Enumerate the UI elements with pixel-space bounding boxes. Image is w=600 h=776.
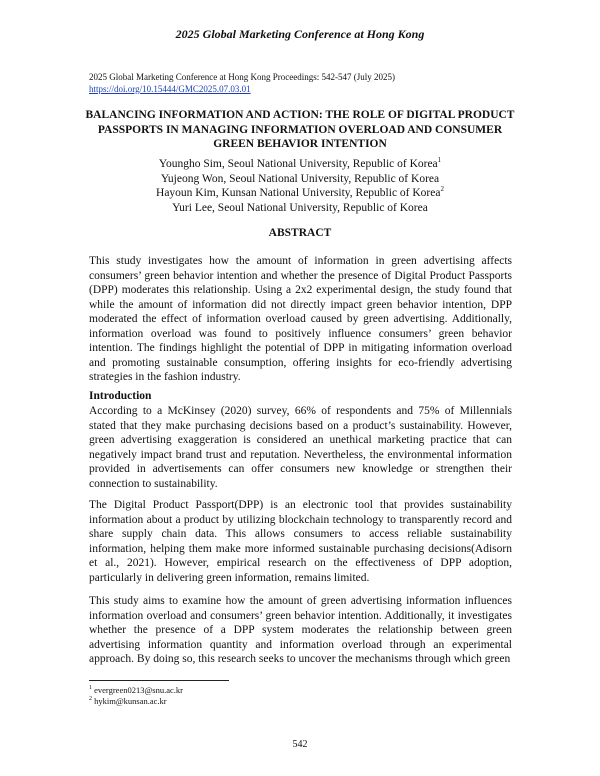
doi-link[interactable]: https://doi.org/10.15444/GMC2025.07.03.01	[89, 84, 251, 94]
footnote: $^1$ evergreen0213@snu.ac.kr	[89, 685, 183, 695]
author-line: Yujeong Won, Seoul National University, Republic of Korea	[160, 172, 440, 185]
footnote-rule	[89, 680, 229, 681]
author-line: Yuri Lee, Seoul National University, Republic of Korea	[172, 201, 428, 214]
footnote-mark: 2	[440, 185, 444, 194]
author-line: Youngho Sim, Seoul National University, Republic of Korea$^1$	[158, 156, 442, 170]
abstract-text: This study investigates how the amount of information in green advertising affects consumers’ green behavior intention and whether the presence of Digital Product Passports (DPP) moderates this relationship. Using a 2x2 experimental design, the study found that while the amount of information did not directly impact green behavior intention, DPP moderated the effect of information overload caused by green advertising. Additionally, information overload was found to positively influence consumers’ green behavior intention. The findings highlight the potential of DPP in mitigating information overload and promoting sustainable consumption, offering insights for eco-friendly advertising strategies in the fashion industry.	[89, 255, 512, 383]
footnote-mark: 1	[437, 156, 442, 165]
proceedings-citation: 2025 Global Marketing Conference at Hong Kong Proceedings: 542-547 (July 2025)	[89, 72, 395, 82]
running-head: 2025 Global Marketing Conference at Hong Kong	[175, 27, 425, 41]
footnotes	[89, 685, 183, 707]
author-list	[80, 157, 520, 215]
intro-paragraph: The Digital Product Passport(DPP) is an electronic tool that provides sustainability information about a product by utilizing blockchain technology to transparently record and share supply chain data. This allows consumers to access reliable sustainability information, helping them make more informed sustainable purchasing decisions(Adisorn et al., 2021). However, empirical research on the effectiveness of DPP adoption, particularly in delivering green information, remains limited.	[89, 499, 512, 584]
author-line: Hayoun Kim, Kunsan National University, Republic of Korea$^2$	[156, 185, 444, 200]
paper-title: BALANCING INFORMATION AND ACTION: THE ROLE OF DIGITAL PRODUCT PASSPORTS IN MANAGING INFORMATION OVERLOAD AND CONSUMER GREEN BEHAVIOR INTENTION	[85, 109, 515, 150]
page-number: 542	[292, 739, 308, 750]
intro-paragraph: This study aims to examine how the amount of green advertising information influences information overload and consumers’ green behavior intention. Additionally, it investigates whether the presence of a DPP system moderates the relationship between green advertising information quantity and information overload through an experimental approach. By doing so, this research seeks to uncover the mechanisms through which green	[89, 595, 512, 665]
abstract-heading: ABSTRACT	[268, 227, 332, 239]
introduction-heading: Introduction	[89, 390, 152, 402]
footnote: $^2$ hykim@kunsan.ac.kr	[89, 696, 167, 706]
proceedings-info	[89, 71, 395, 95]
intro-paragraph: According to a McKinsey (2020) survey, 66% of respondents and 75% of Millennials stated that they make purchasing decisions based on a product’s sustainability. However, green advertising exaggeration is considered an unethical marketing practice that can negatively impact brand trust and reputation. Nevertheless, the environmental information provided in advertisements can offer consumers new knowledge or strengthen their connection to sustainability.	[89, 405, 512, 490]
